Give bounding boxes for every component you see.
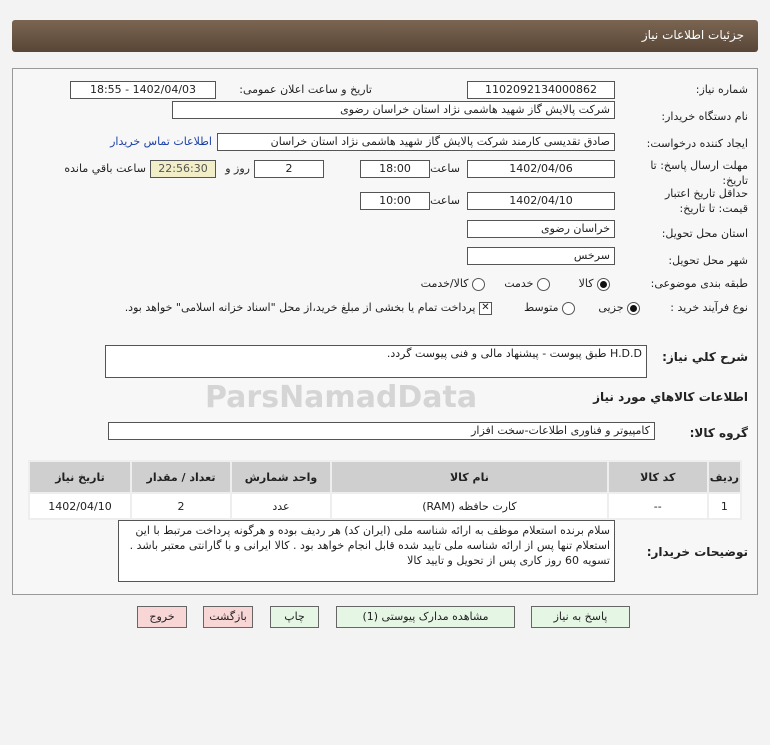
deadline-time-label: ساعت xyxy=(430,162,460,175)
deadline-time-field: 18:00 xyxy=(360,160,430,178)
announce-field: 1402/04/03 - 18:55 xyxy=(70,81,216,99)
days-field: 2 xyxy=(254,160,324,178)
deadline-label: مهلت ارسال پاسخ: تا تاریخ: xyxy=(650,159,748,187)
remaining-time-field: 22:56:30 xyxy=(150,160,216,178)
page-header xyxy=(12,20,758,52)
reply-button[interactable]: پاسخ به نیاز xyxy=(531,606,630,628)
need-number-label: شماره نیاز: xyxy=(695,83,748,96)
deadline-date-field: 1402/04/06 xyxy=(467,160,615,178)
category-label: طبقه بندی موضوعی: xyxy=(650,277,748,290)
col-date: تاریخ نیاز xyxy=(29,461,131,493)
radio-icon[interactable] xyxy=(537,278,550,291)
goods-group-label: گروه کالا: xyxy=(689,426,748,440)
cell-code: -- xyxy=(608,493,708,519)
table-header-row xyxy=(29,461,741,493)
radio-selected-icon[interactable] xyxy=(597,278,610,291)
print-button[interactable]: چاپ xyxy=(270,606,319,628)
buyer-org-label: نام دستگاه خریدار: xyxy=(661,110,748,123)
category-option-service[interactable]: خدمت xyxy=(504,277,550,291)
page-title: جزئیات اطلاعات نیاز xyxy=(641,28,744,42)
process-label: نوع فرآیند خرید : xyxy=(670,301,748,314)
cell-qty: 2 xyxy=(131,493,231,519)
watermark: ParsNamadData xyxy=(205,380,478,415)
payment-note[interactable]: ✕ پرداخت تمام یا بخشی از مبلغ خرید،از محل "اسناد خزانه اسلامی" خواهد بود. xyxy=(125,301,492,315)
days-label: روز و xyxy=(225,162,250,175)
col-qty: تعداد / مقدار xyxy=(131,461,231,493)
col-name: نام کالا xyxy=(331,461,608,493)
notes-field: سلام برنده استعلام موظف به ارائه شناسه ملی (ایران کد) هر ردیف بوده و هرگونه پرداخت مرتبط با این استعلام تنها پس از ارائه شناسه ملی تایید شده قابل انجام خواهد بود . کالا ایرانی و با گارانتی معتبر باشد . تسویه 60 روز کاری پس از تحویل و تایید کالا xyxy=(118,520,615,582)
checkbox-checked-icon[interactable]: ✕ xyxy=(479,302,492,315)
cell-date: 1402/04/10 xyxy=(29,493,131,519)
goods-table xyxy=(28,460,742,520)
description-field: H.D.D طبق پیوست - پیشنهاد مالی و فنی پیوست گردد. xyxy=(105,345,647,378)
goods-heading: اطلاعات کالاهاي مورد نياز xyxy=(593,390,748,404)
col-code: کد کالا xyxy=(608,461,708,493)
creator-field: صادق تقدیسی کارمند شرکت پالایش گاز شهید هاشمی نژاد استان خراسان xyxy=(217,133,615,151)
radio-icon[interactable] xyxy=(472,278,485,291)
validity-time-label: ساعت xyxy=(430,194,460,207)
view-attachments-button[interactable]: مشاهده مدارک پیوستی (1) xyxy=(336,606,515,628)
table-row xyxy=(29,493,741,519)
cell-row: 1 xyxy=(708,493,741,519)
validity-label: حداقل تاریخ اعتبار قیمت: تا تاریخ: xyxy=(664,187,748,215)
col-row: ردیف xyxy=(708,461,741,493)
description-label: شرح کلي نياز: xyxy=(662,350,748,364)
process-option-minor[interactable]: جزیی xyxy=(598,301,640,315)
province-label: استان محل تحویل: xyxy=(661,227,748,240)
announce-label: تاریخ و ساعت اعلان عمومی: xyxy=(239,83,372,96)
notes-label: توضیحات خریدار: xyxy=(646,545,748,559)
buyer-org-field: شرکت پالایش گاز شهید هاشمی نژاد استان خراسان رضوی xyxy=(172,101,615,119)
need-number-field: 1102092134000862 xyxy=(467,81,615,99)
process-option-medium[interactable]: متوسط xyxy=(524,301,575,315)
col-unit: واحد شمارش xyxy=(231,461,331,493)
cell-unit: عدد xyxy=(231,493,331,519)
exit-button[interactable]: خروج xyxy=(137,606,187,628)
creator-label: ایجاد کننده درخواست: xyxy=(646,137,748,150)
validity-time-field: 10:00 xyxy=(360,192,430,210)
radio-selected-icon[interactable] xyxy=(627,302,640,315)
radio-icon[interactable] xyxy=(562,302,575,315)
buyer-contact-link[interactable]: اطلاعات تماس خریدار xyxy=(110,135,212,148)
category-option-goods[interactable]: کالا xyxy=(579,277,610,291)
validity-date-field: 1402/04/10 xyxy=(467,192,615,210)
back-button[interactable]: بازگشت xyxy=(203,606,253,628)
city-field: سرخس xyxy=(467,247,615,265)
remaining-label: ساعت باقي مانده xyxy=(64,162,146,175)
cell-name: کارت حافظه (RAM) xyxy=(331,493,608,519)
goods-group-field: کامپیوتر و فناوری اطلاعات-سخت افزار xyxy=(108,422,655,440)
category-option-goods-service[interactable]: کالا/خدمت xyxy=(421,277,485,291)
city-label: شهر محل تحویل: xyxy=(668,254,748,267)
province-field: خراسان رضوی xyxy=(467,220,615,238)
